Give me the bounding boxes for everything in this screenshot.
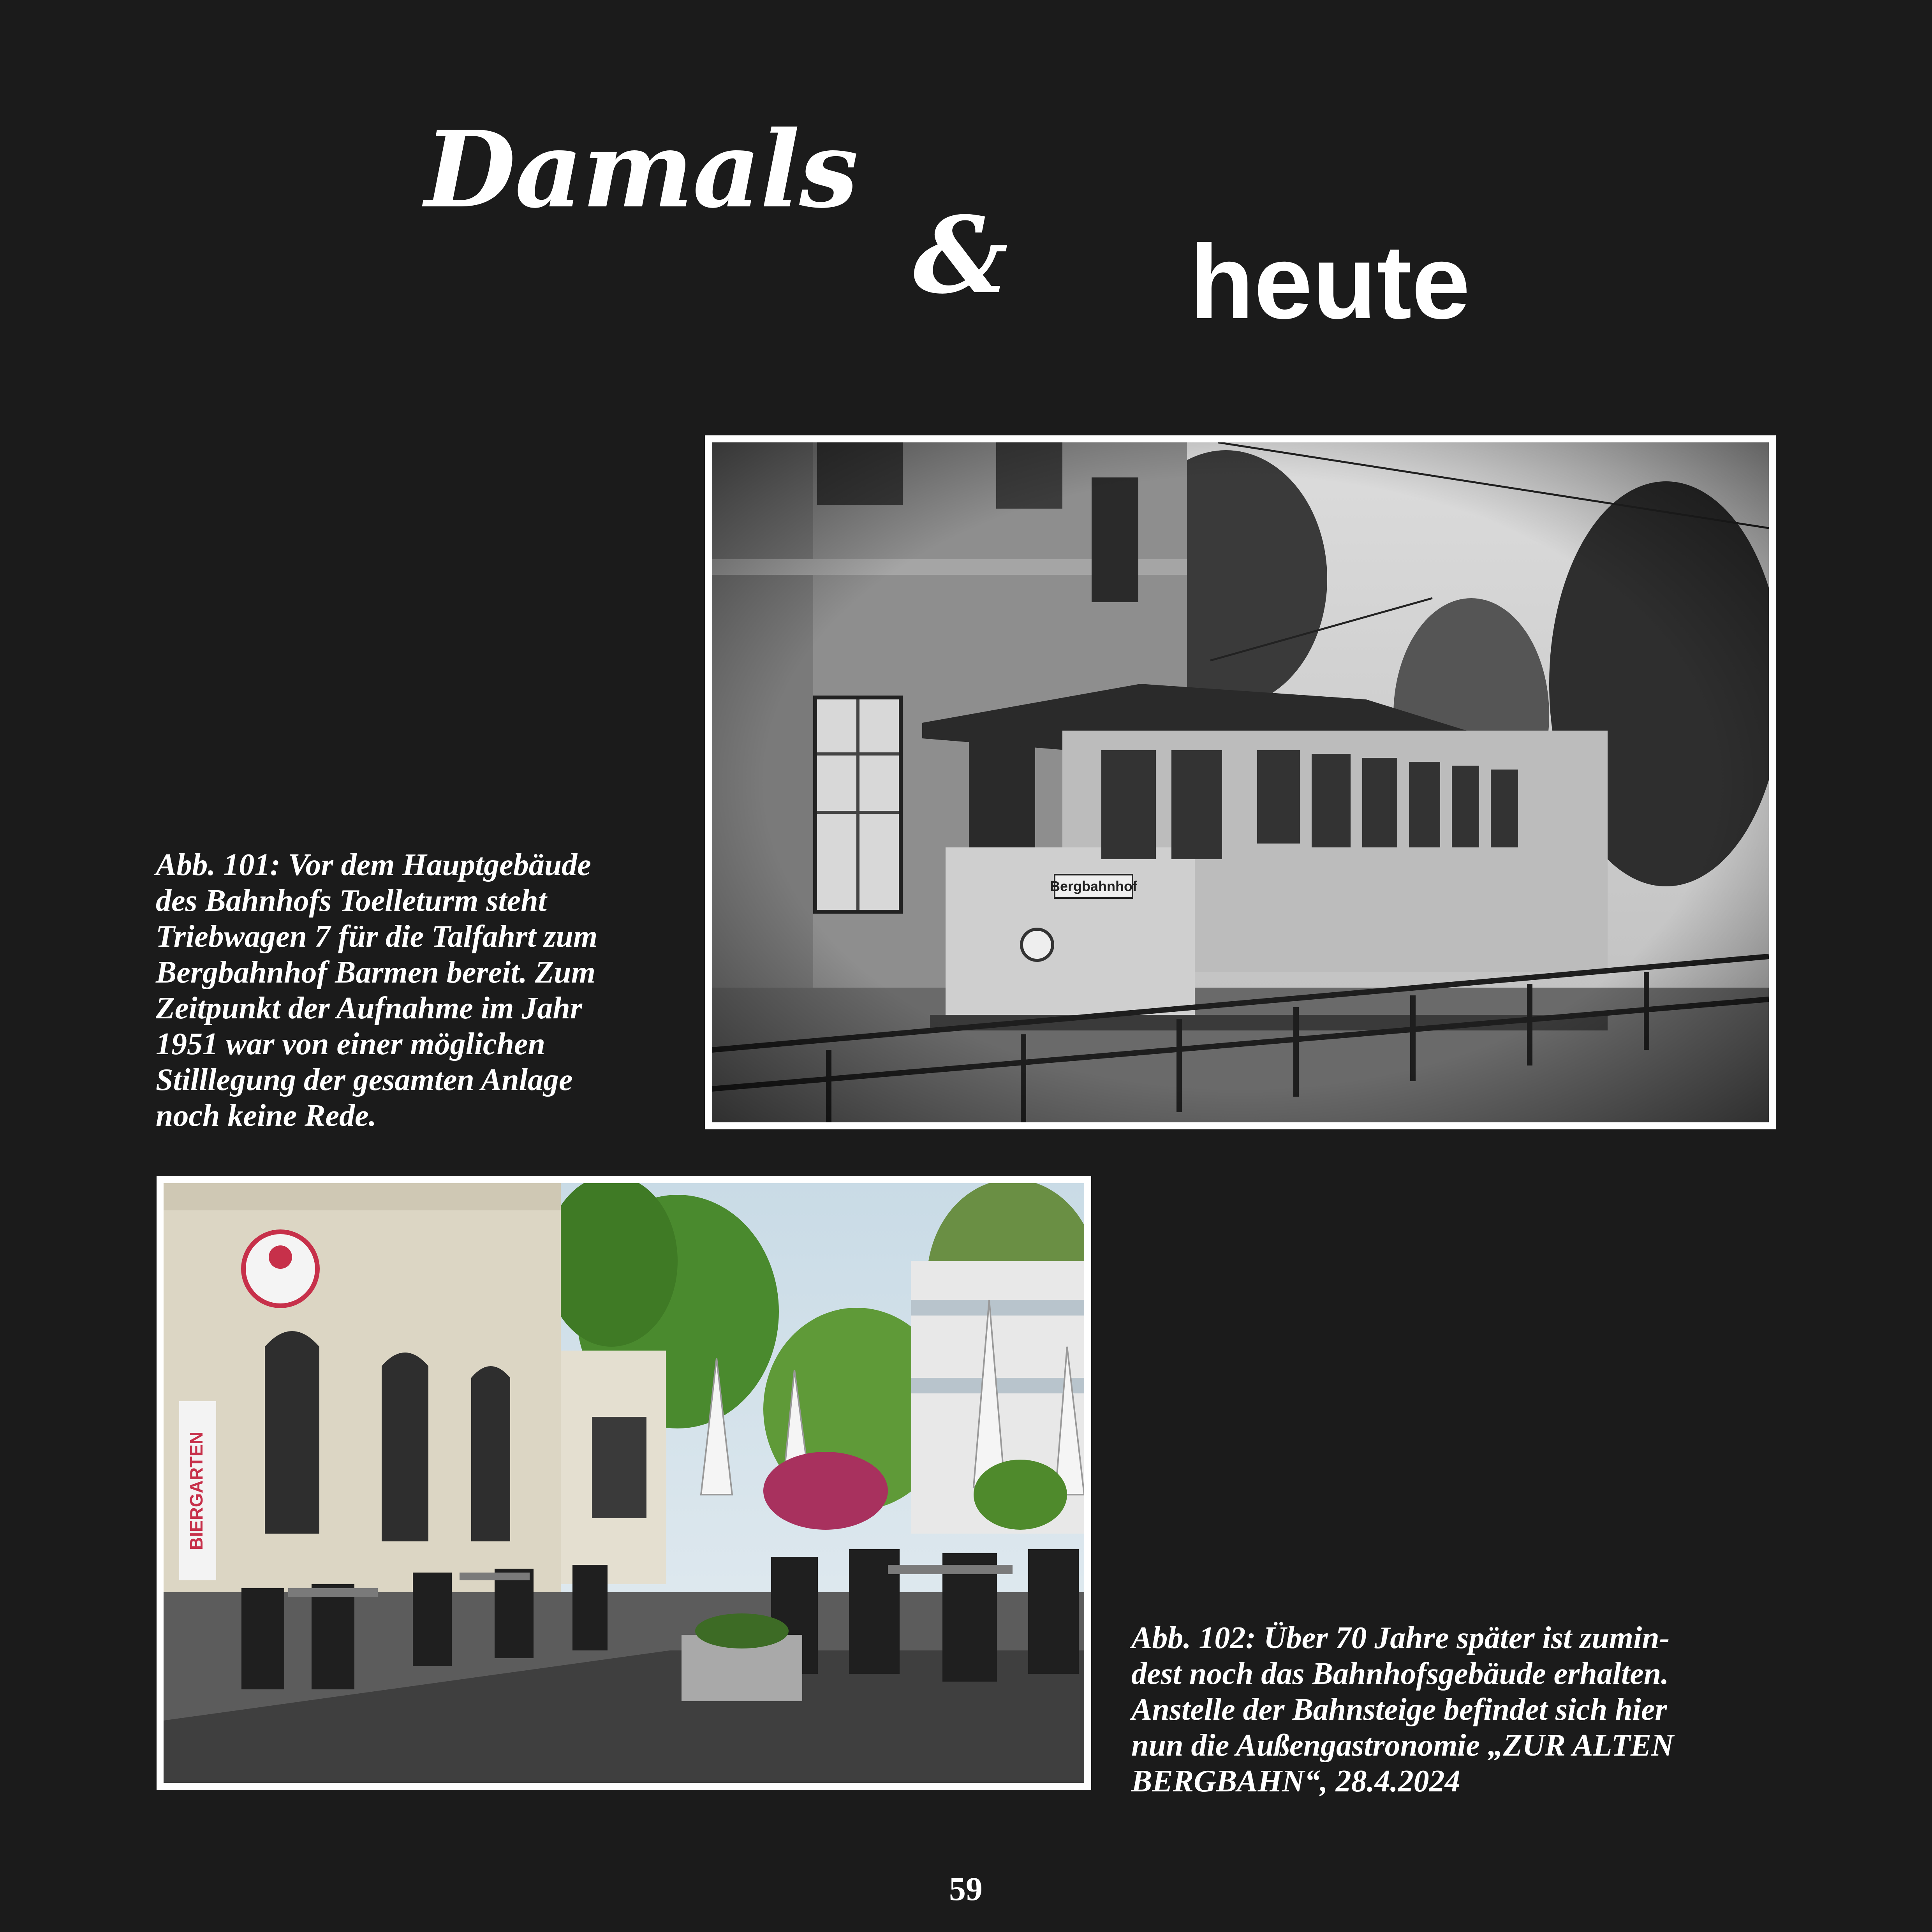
caption-line: dest noch das Bahnhofsgebäude erhalten. — [1131, 1657, 1669, 1691]
page-number: 59 — [949, 1870, 983, 1907]
modern-photo-image — [164, 1183, 1084, 1783]
caption-line: Anstelle der Bahnsteige befindet sich hier — [1131, 1692, 1667, 1727]
caption-line: nun die Außengastronomie „ZUR ALTEN — [1131, 1728, 1674, 1763]
caption-line: Triebwagen 7 für die Talfahrt zum — [156, 919, 598, 954]
title-damals: Damals — [424, 107, 858, 231]
biergarten-banner-text: BIERGARTEN — [186, 1431, 206, 1550]
caption-line: 1951 war von einer möglichen — [156, 1027, 546, 1061]
caption-line: noch keine Rede. — [156, 1099, 377, 1133]
caption-line: Zeitpunkt der Aufnahme im Jahr — [156, 991, 582, 1025]
title-heute: heute — [1190, 224, 1471, 341]
caption-line: Abb. 101: Vor dem Hauptgebäude — [156, 848, 591, 882]
caption-line: des Bahnhofs Toelleturm steht — [156, 884, 547, 918]
photo-modern-beer-garden — [157, 1176, 1091, 1790]
caption-abb-101 — [156, 847, 597, 1134]
caption-line: Abb. 102: Über 70 Jahre später ist zumin- — [1131, 1621, 1670, 1655]
caption-line: Bergbahnhof Barmen bereit. Zum — [156, 955, 596, 990]
photo-historic-tram — [705, 435, 1776, 1129]
historic-photo-image — [712, 442, 1769, 1122]
caption-line: BERGBAHN“, 28.4.2024 — [1131, 1764, 1460, 1798]
caption-abb-102 — [1131, 1620, 1674, 1799]
title-ampersand: & — [913, 193, 1008, 317]
caption-line: Stilllegung der gesamten Anlage — [156, 1063, 573, 1097]
